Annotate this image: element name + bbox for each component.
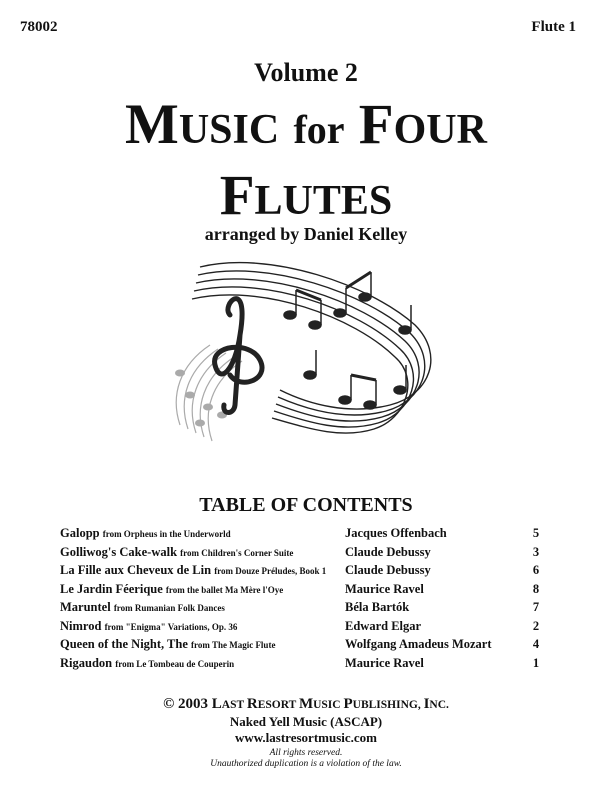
toc-entry [60, 619, 552, 638]
arranger-credit: arranged by Daniel Kelley [204, 224, 408, 244]
title-line-1 [0, 93, 612, 156]
toc-entry-title: La Fille aux Cheveux de Lin from Douze Préludes, Book 1 [60, 563, 327, 577]
title-word-flutes: FLUTES [219, 164, 393, 227]
toc-entry-page: 7 [532, 600, 540, 614]
website-link[interactable]: www.lastresortmusic.com [234, 730, 377, 745]
license-line: Naked Yell Music (ASCAP) [229, 714, 383, 729]
toc-entry-composer: Maurice Ravel [345, 655, 424, 670]
toc-entry-page: 3 [532, 544, 540, 559]
toc-entry-composer: Claude Debussy [345, 544, 431, 559]
toc-entry-composer: Wolfgang Amadeus Mozart [345, 637, 492, 651]
toc-entry-composer: Jacques Offenbach [345, 526, 447, 540]
toc-entry-title: Queen of the Night, The from The Magic Flute [60, 637, 276, 651]
publisher-name: LAST RESORT MUSIC PUBLISHING, INC. [211, 696, 449, 712]
toc-entry-title: Le Jardin Féerique from the ballet Ma Mère l'Oye [60, 581, 284, 596]
title-line-2 [0, 164, 612, 227]
toc-entry [60, 526, 552, 545]
title-word-music: MUSIC [125, 93, 280, 156]
toc-entry [60, 545, 552, 564]
toc-entry [60, 637, 552, 656]
part-name: Flute 1 [531, 19, 576, 35]
volume-label: Volume 2 [254, 58, 358, 87]
toc-entry-composer: Claude Debussy [345, 563, 431, 577]
treble-clef-staff-swirl-icon [160, 255, 450, 475]
toc-entry-source: from Children's Corner Suite [180, 547, 294, 558]
toc-entry [60, 600, 552, 619]
toc-entry-page: 6 [532, 563, 540, 577]
toc-entry-title: Maruntel from Rumanian Folk Dances [60, 600, 225, 614]
toc-entry-page: 1 [532, 655, 540, 670]
duplication-warning: Unauthorized duplication is a violation of the law. [210, 759, 402, 769]
toc-entry-composer: Béla Bartók [345, 600, 410, 614]
title-word-for: for [293, 107, 345, 152]
toc-entry-source: from "Enigma" Variations, Op. 36 [104, 621, 238, 632]
toc-entry-title: Rigaudon from Le Tombeau de Couperin [60, 655, 235, 670]
toc-entry-page: 4 [532, 637, 540, 651]
toc-entry-composer: Edward Elgar [345, 618, 422, 633]
toc-entry-page: 2 [532, 618, 540, 633]
toc-entry-page: 5 [532, 526, 540, 540]
rights-notice: All rights reserved. [269, 748, 343, 758]
toc-entry-source: from The Magic Flute [191, 640, 276, 650]
toc-entry-source: from Rumanian Folk Dances [113, 603, 225, 613]
toc-entry-source: from Douze Préludes, Book 1 [214, 566, 327, 576]
toc-entry-source: from the ballet Ma Mère l'Oye [165, 584, 284, 595]
toc-entry-page: 8 [532, 581, 540, 596]
copyright-line: © 2003 LAST RESORT MUSIC PUBLISHING, INC. [163, 696, 449, 712]
toc-heading: TABLE OF CONTENTS [199, 494, 413, 516]
toc-entry-title: Galopp from Orpheus in the Underworld [60, 526, 231, 540]
title-word-four: FOUR [358, 93, 487, 156]
toc-entry-source: from Le Tombeau de Couperin [115, 658, 235, 669]
catalog-number: 78002 [20, 19, 58, 35]
toc-entry [60, 563, 552, 582]
toc-entry-title: Golliwog's Cake-walk from Children's Corner Suite [60, 544, 294, 559]
toc-entry-composer: Maurice Ravel [345, 581, 424, 596]
toc-entry-title: Nimrod from "Enigma" Variations, Op. 36 [60, 618, 238, 633]
table-of-contents [60, 526, 552, 674]
toc-entry [60, 656, 552, 675]
toc-entry [60, 582, 552, 601]
toc-entry-source: from Orpheus in the Underworld [102, 529, 231, 539]
